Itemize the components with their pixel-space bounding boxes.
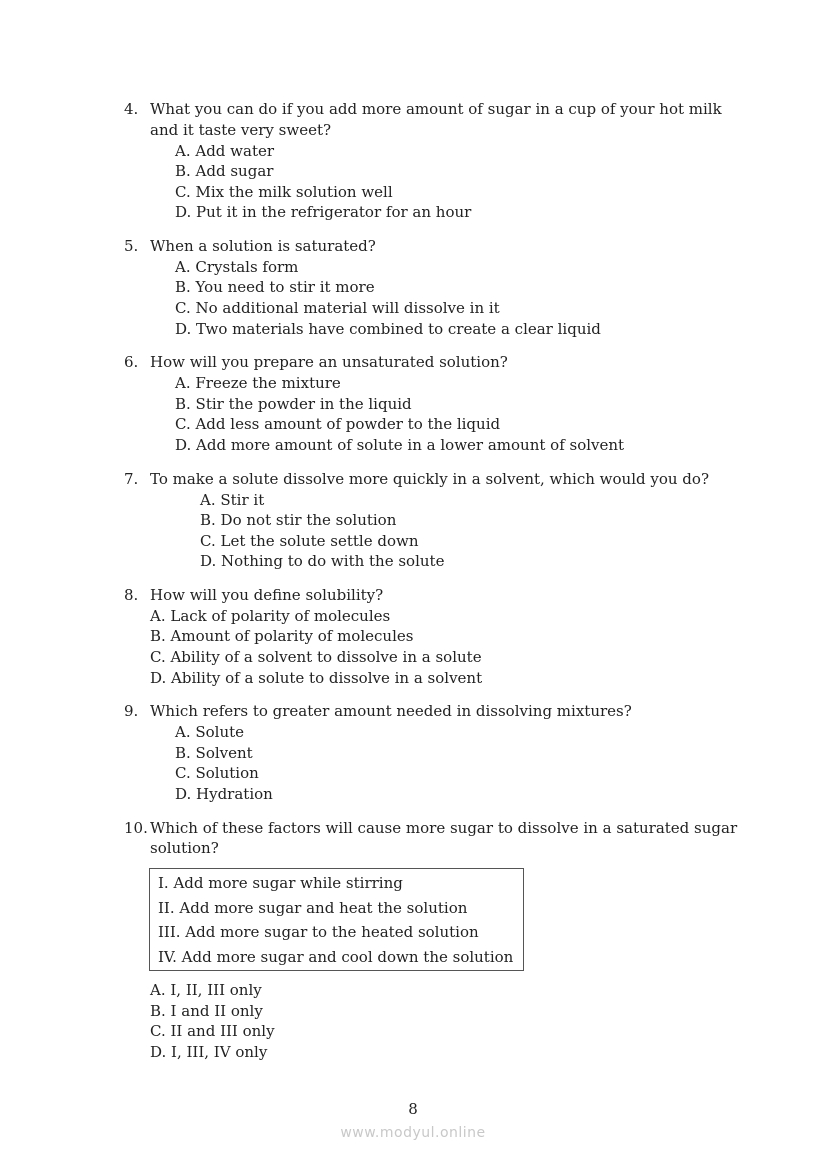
- question-4-option-d: D. Put it in the refrigerator for an hour: [175, 203, 472, 221]
- question-8-text: How will you define solubility?: [150, 586, 384, 604]
- question-9-option-d: D. Hydration: [175, 785, 273, 803]
- question-10-option-d: D. I, III, IV only: [150, 1043, 268, 1061]
- question-8-number: 8.: [124, 586, 139, 604]
- question-10-text: Which of these factors will cause more sugar to dissolve in a saturated sugar: [150, 819, 738, 837]
- page-number: 8: [408, 1100, 418, 1118]
- question-10-text: solution?: [150, 839, 219, 857]
- question-9-option-c: C. Solution: [175, 764, 259, 782]
- question-8-option-b: B. Amount of polarity of molecules: [150, 627, 414, 645]
- question-9-text: Which refers to greater amount needed in dissolving mixtures?: [150, 702, 632, 720]
- question-5-option-c: C. No additional material will dissolve in it: [175, 299, 500, 317]
- question-10-option-c: C. II and III only: [150, 1022, 275, 1040]
- question-10-number: 10.: [124, 819, 148, 837]
- question-7-text: To make a solute dissolve more quickly in a solvent, which would you do?: [150, 470, 709, 488]
- statement-item: III. Add more sugar to the heated solution: [158, 923, 479, 941]
- question-9-number: 9.: [124, 702, 139, 720]
- question-7-option-c: C. Let the solute settle down: [200, 532, 419, 550]
- question-9-option-a: A. Solute: [175, 723, 245, 741]
- question-4-option-a: A. Add water: [175, 142, 275, 160]
- question-8-option-d: D. Ability of a solute to dissolve in a solvent: [150, 669, 483, 687]
- question-6-option-c: C. Add less amount of powder to the liquid: [175, 415, 501, 433]
- question-8-option-a: A. Lack of polarity of molecules: [150, 607, 391, 625]
- statement-box: [149, 868, 524, 971]
- statement-item: I. Add more sugar while stirring: [158, 874, 403, 892]
- question-5-option-a: A. Crystals form: [175, 258, 299, 276]
- question-4-text: What you can do if you add more amount of sugar in a cup of your hot milk: [150, 100, 722, 118]
- question-6-number: 6.: [124, 353, 139, 371]
- question-6-option-b: B. Stir the powder in the liquid: [175, 395, 412, 413]
- question-10-option-b: B. I and II only: [150, 1002, 263, 1020]
- statement-item: IV. Add more sugar and cool down the solution: [158, 948, 514, 966]
- question-4-text: and it taste very sweet?: [150, 121, 332, 139]
- question-10-option-a: A. I, II, III only: [150, 981, 262, 999]
- question-4-option-b: B. Add sugar: [175, 162, 274, 180]
- statement-item: II. Add more sugar and heat the solution: [158, 899, 468, 917]
- question-8-option-c: C. Ability of a solvent to dissolve in a solute: [150, 648, 482, 666]
- question-7-option-b: B. Do not stir the solution: [200, 511, 397, 529]
- question-5-number: 5.: [124, 237, 139, 255]
- question-6-text: How will you prepare an unsaturated solution?: [150, 353, 508, 371]
- watermark: www.modyul.online: [340, 1125, 486, 1141]
- question-5-option-d: D. Two materials have combined to create a clear liquid: [175, 320, 601, 338]
- question-9-option-b: B. Solvent: [175, 744, 253, 762]
- question-6-option-d: D. Add more amount of solute in a lower amount of solvent: [175, 436, 625, 454]
- question-7-option-a: A. Stir it: [200, 491, 265, 509]
- question-7-option-d: D. Nothing to do with the solute: [200, 552, 445, 570]
- question-4-option-c: C. Mix the milk solution well: [175, 183, 393, 201]
- question-6-option-a: A. Freeze the mixture: [175, 374, 341, 392]
- question-4-number: 4.: [124, 100, 139, 118]
- question-5-option-b: B. You need to stir it more: [175, 278, 375, 296]
- question-5-text: When a solution is saturated?: [150, 237, 376, 255]
- question-7-number: 7.: [124, 470, 139, 488]
